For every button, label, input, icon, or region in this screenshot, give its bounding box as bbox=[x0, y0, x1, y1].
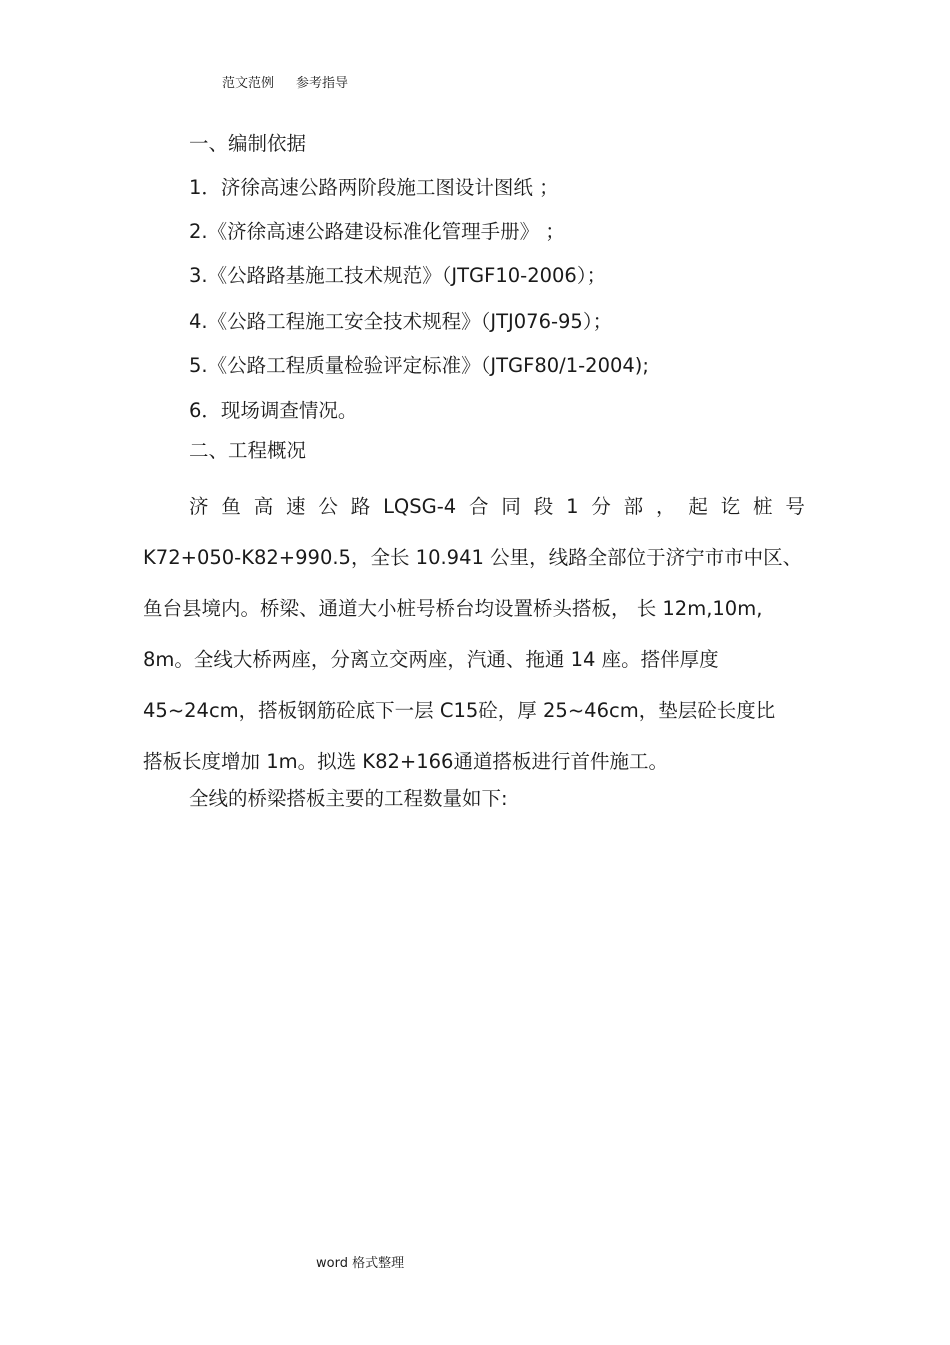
reference-item-1: 1．济徐高速公路两阶段施工图设计图纸 ； bbox=[189, 176, 559, 199]
paragraph-line-6: 搭板长度增加 1m。拟选 K82+166通道搭板进行首件施工。 bbox=[143, 750, 668, 773]
page-footer: word 格式整理 bbox=[316, 1256, 405, 1271]
section1-title: 一、编制依据 bbox=[189, 132, 307, 155]
section2-title: 二、工程概况 bbox=[189, 439, 307, 462]
header-left-text: 范文范例 bbox=[222, 76, 275, 91]
reference-item-2: 2.《济徐高速公路建设标准化管理手册》 ； bbox=[189, 220, 565, 243]
paragraph-line-4: 8m。全线大桥两座，分离立交两座，汽通、拖通 14 座。搭伴厚度 bbox=[143, 648, 719, 671]
reference-item-3: 3.《公路路基施工技术规范》（JTGF10-2006）； bbox=[189, 264, 607, 287]
page-header bbox=[222, 72, 348, 91]
paragraph-line-1: 济 鱼 高 速 公 路 LQSG-4 合 同 段 1 分 部 ， 起 讫 桩 号 bbox=[189, 495, 805, 518]
reference-item-6: 6．现场调查情况。 bbox=[189, 399, 358, 422]
paragraph-line-2: K72+050-K82+990.5，全长 10.941 公里，线路全部位于济宁市市中区、 bbox=[143, 546, 803, 569]
paragraph-line-5: 45~24cm，搭板钢筋砼底下一层 C15砼，厚 25~46cm，垫层砼长度比 bbox=[143, 699, 776, 722]
project-overview-paragraph bbox=[143, 481, 805, 787]
header-right-text: 参考指导 bbox=[296, 76, 349, 91]
paragraph-line-3: 鱼台县境内。桥梁、通道大小桩号桥台均设置桥头搭板， 长 12m,10m, bbox=[143, 597, 763, 620]
reference-item-4: 4.《公路工程施工安全技术规程》（JTJ076-95）； bbox=[189, 310, 613, 333]
reference-item-5: 5.《公路工程质量检验评定标准》（JTGF80/1-2004); bbox=[189, 354, 649, 377]
quantity-summary-line: 全线的桥梁搭板主要的工程数量如下: bbox=[189, 787, 508, 810]
